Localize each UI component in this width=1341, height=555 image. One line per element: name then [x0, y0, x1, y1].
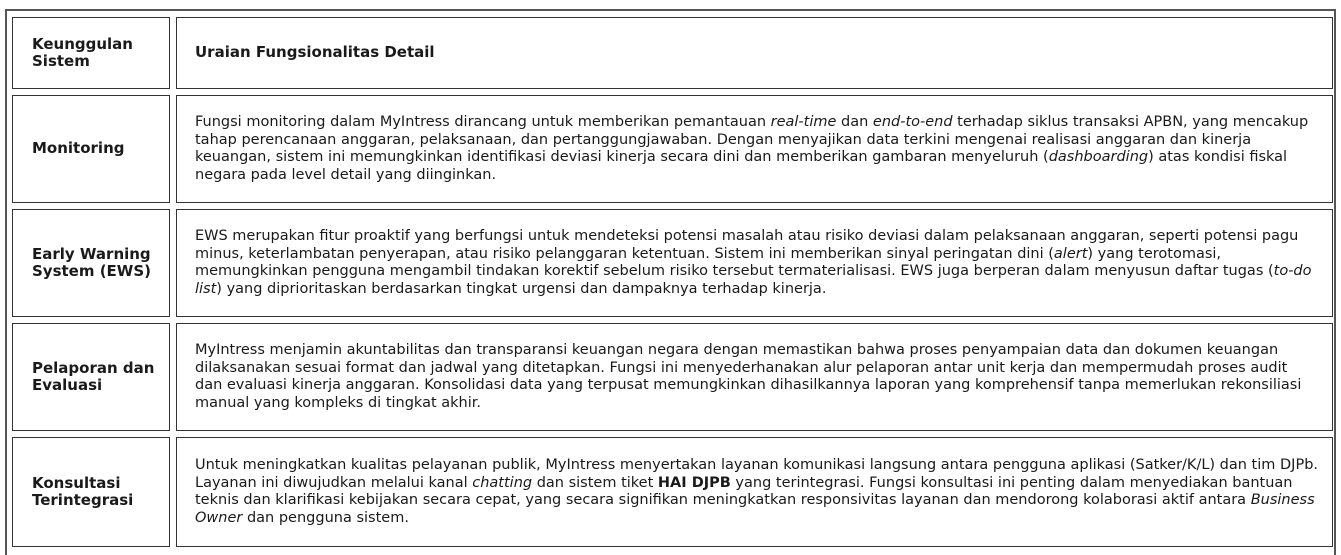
features-table	[6, 11, 1339, 553]
description-cell	[176, 437, 1333, 547]
feature-cell	[12, 95, 170, 203]
feature-label: Konsultasi Terintegrasi	[32, 473, 134, 509]
description-text: Fungsi monitoring dalam MyIntress dirancang untuk memberikan pemantauan real-time dan end-to-end terhadap siklus transaksi APBN, yang mencakup tahap perencanaan anggaran, pelaksanaan, dan pertanggungjawaban. Dengan menyajikan data terkini mengenai realisasi anggaran dan kinerja keuangan, sistem ini memungkinkan identifikasi deviasi kinerja secara dini dan memberikan gambaran menyeluruh (dashboarding) atas kondisi fiskal negara pada level detail yang diinginkan.	[195, 114, 1309, 183]
description-cell	[176, 323, 1333, 431]
feature-cell	[12, 323, 170, 431]
description-text: MyIntress menjamin akuntabilitas dan transparansi keuangan negara dengan memastikan bahwa proses penyampaian data dan dokumen keuangan dilaksanakan sesuai format dan jadwal yang ditetapkan. Fungsi ini menyederhanakan alur pelaporan antar unit kerja dan mempermudah proses audit dan evaluasi kinerja anggaran. Konsolidasi data yang terpusat memungkinkan dihasilkannya laporan yang komprehensif tanpa memerlukan rekonsiliasi manual yang kompleks di tingkat akhir.	[195, 342, 1302, 411]
description-cell	[176, 95, 1333, 203]
feature-cell	[12, 437, 170, 547]
feature-label: Monitoring	[32, 139, 125, 158]
feature-cell	[12, 209, 170, 317]
header-label-description: Uraian Fungsionalitas Detail	[195, 43, 435, 62]
header-label-feature: Keunggulan Sistem	[32, 34, 133, 70]
feature-label: Early Warning System (EWS)	[32, 244, 152, 280]
table-row-reporting	[12, 323, 1333, 431]
feature-label: Pelaporan dan Evaluasi	[32, 358, 155, 394]
description-text: EWS merupakan fitur proaktif yang berfungsi untuk mendeteksi potensi masalah atau risiko deviasi dalam pelaksanaan anggaran, seperti potensi pagu minus, keterlambatan penyerapan, atau risiko pelanggaran ketentuan. Sistem ini memberikan sinyal peringatan dini (alert) yang terotomasi, memungkinkan pengguna mengambil tindakan korektif sebelum risiko tersebut termaterialisasi. EWS juga berperan dalam menyusun daftar tugas (to-do list) yang diprioritaskan berdasarkan tingkat urgensi dan dampaknya terhadap kinerja.	[195, 228, 1312, 297]
header-cell-description	[176, 17, 1333, 89]
header-cell-feature	[12, 17, 170, 89]
table-header-row	[12, 17, 1333, 89]
table-row-monitoring	[12, 95, 1333, 203]
description-text: Untuk meningkatkan kualitas pelayanan publik, MyIntress menyertakan layanan komunikasi langsung antara pengguna aplikasi (Satker/K/L) dan tim DJPb. Layanan ini diwujudkan melalui kanal chatting dan sistem tiket HAI DJPB yang terintegrasi. Fungsi konsultasi ini penting dalam menyediakan bantuan teknis dan klarifikasi kebijakan secara cepat, yang secara signifikan meningkatkan responsivitas layanan dan mendorong kolaborasi aktif antara Business Owner dan pengguna sistem.	[195, 457, 1319, 526]
table-row-ews	[12, 209, 1333, 317]
description-cell	[176, 209, 1333, 317]
table-row-consultation	[12, 437, 1333, 547]
